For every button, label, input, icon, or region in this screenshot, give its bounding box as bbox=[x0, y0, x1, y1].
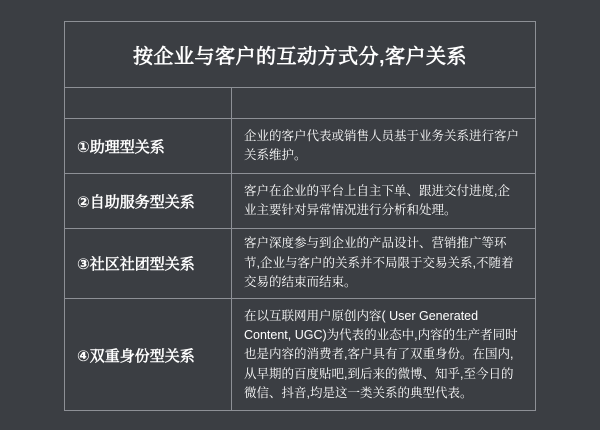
row-label: ②自助服务型关系 bbox=[65, 174, 232, 228]
row-description: 客户深度参与到企业的产品设计、营销推广等环节,企业与客户的关系并不局限于交易关系,不随着交易的结束而结束。 bbox=[244, 236, 514, 290]
row-description: 企业的客户代表或销售人员基于业务关系进行客户关系维护。 bbox=[244, 128, 520, 162]
header-cell-description bbox=[232, 88, 535, 118]
table-row bbox=[65, 119, 535, 174]
table-header-row bbox=[65, 88, 535, 119]
table-row bbox=[65, 229, 535, 299]
row-label: ④双重身份型关系 bbox=[65, 299, 232, 411]
table-row bbox=[65, 174, 535, 229]
row-description: 客户在企业的平台上自主下单、跟进交付进度,企业主要针对异常情况进行分析和处理。 bbox=[244, 183, 510, 217]
header-cell-category bbox=[65, 88, 232, 118]
row-label: ③社区社团型关系 bbox=[65, 229, 232, 298]
table-row bbox=[65, 299, 535, 411]
diagram-title-row bbox=[65, 22, 535, 88]
page-title: 按企业与客户的互动方式分,客户关系 bbox=[132, 46, 468, 68]
row-description: 在以互联网用户原创内容( User Generated Content, UGC)为代表的业态中,内容的生产者同时也是内容的消费者,客户具有了双重身份。在国内,从早期的百度贴吧,到后来的微博、知乎,至今日的微信、抖音,均是这一类关系的典型代表。 bbox=[244, 308, 518, 401]
diagram-table bbox=[64, 21, 536, 411]
row-label: ①助理型关系 bbox=[65, 119, 232, 173]
